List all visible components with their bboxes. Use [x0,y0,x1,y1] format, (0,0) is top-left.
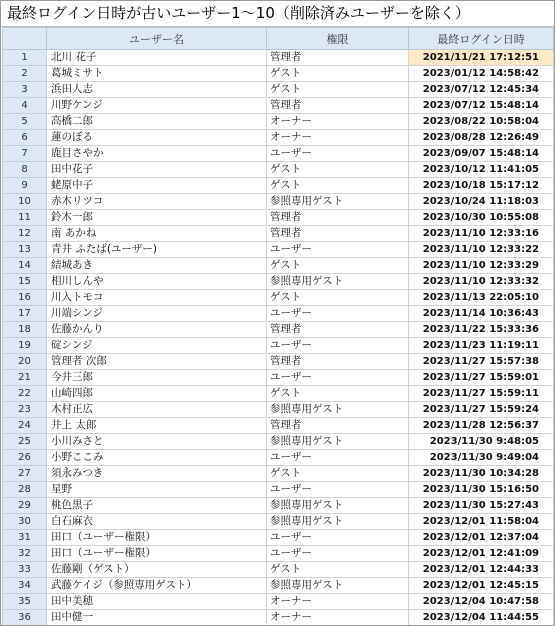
last-login-cell: 2023/11/22 15:33:36 [409,322,554,338]
table-row[interactable] [3,370,554,386]
row-number: 10 [3,194,47,210]
row-number: 23 [3,402,47,418]
role-cell: オーナー [267,114,409,130]
username-cell: 青井 ふたば(ユーザー) [47,242,267,258]
last-login-cell: 2023/10/12 11:41:05 [409,162,554,178]
row-number: 31 [3,530,47,546]
row-number: 25 [3,434,47,450]
last-login-cell: 2023/11/10 12:33:22 [409,242,554,258]
role-cell: ユーザー [267,370,409,386]
table-row[interactable] [3,498,554,514]
row-number: 15 [3,274,47,290]
row-number: 21 [3,370,47,386]
username-cell: 田口（ユーザー権限） [47,546,267,562]
username-cell: 桃色黒子 [47,498,267,514]
last-login-cell: 2023/11/28 12:56:37 [409,418,554,434]
last-login-cell: 2023/07/12 12:45:34 [409,82,554,98]
row-number: 8 [3,162,47,178]
row-number: 9 [3,178,47,194]
table-row[interactable] [3,322,554,338]
last-login-cell: 2023/11/14 10:36:43 [409,306,554,322]
username-cell: 今井三郎 [47,370,267,386]
username-cell: 川端シンジ [47,306,267,322]
report-title: 最終ログイン日時が古いユーザー1〜10（削除済みユーザーを除く） [1,1,554,27]
table-row[interactable] [3,290,554,306]
username-cell: 鈴木一郎 [47,210,267,226]
last-login-cell: 2023/12/04 11:44:55 [409,610,554,626]
role-cell: ユーザー [267,338,409,354]
username-cell: 井上 太郎 [47,418,267,434]
table-row[interactable] [3,306,554,322]
table-row[interactable] [3,386,554,402]
username-cell: 小川みさと [47,434,267,450]
role-cell: 管理者 [267,322,409,338]
row-number: 3 [3,82,47,98]
row-number: 6 [3,130,47,146]
username-cell: 相川しんや [47,274,267,290]
last-login-cell: 2021/11/21 17:12:51 [409,50,554,66]
role-cell: 参照専用ゲスト [267,498,409,514]
table-row[interactable] [3,338,554,354]
username-cell: 田口（ユーザー権限） [47,530,267,546]
table-row[interactable] [3,50,554,66]
row-number: 4 [3,98,47,114]
role-cell: 参照専用ゲスト [267,514,409,530]
table-row[interactable] [3,274,554,290]
username-cell: 田中健一 [47,610,267,626]
role-cell: ゲスト [267,82,409,98]
username-cell: 南 あかね [47,226,267,242]
username-cell: 須永みつき [47,466,267,482]
row-number: 27 [3,466,47,482]
row-number: 7 [3,146,47,162]
table-row[interactable] [3,434,554,450]
row-number: 19 [3,338,47,354]
last-login-cell: 2023/11/30 9:48:05 [409,434,554,450]
column-header-role[interactable]: 権限 [267,28,409,50]
username-cell: 武藤ケイジ（参照専用ゲスト） [47,578,267,594]
table-row[interactable] [3,594,554,610]
last-login-cell: 2023/12/01 11:58:04 [409,514,554,530]
username-cell: 星野 [47,482,267,498]
table-row[interactable] [3,530,554,546]
row-number: 34 [3,578,47,594]
table-row[interactable] [3,258,554,274]
table-row[interactable] [3,418,554,434]
role-cell: 管理者 [267,354,409,370]
role-cell: オーナー [267,594,409,610]
last-login-cell: 2023/12/04 10:47:58 [409,594,554,610]
table-row[interactable] [3,450,554,466]
row-number: 18 [3,322,47,338]
table-row[interactable] [3,130,554,146]
role-cell: 参照専用ゲスト [267,274,409,290]
role-cell: ゲスト [267,386,409,402]
role-cell: ユーザー [267,242,409,258]
table-row[interactable] [3,66,554,82]
row-number: 1 [3,50,47,66]
row-number: 5 [3,114,47,130]
username-cell: 北川 花子 [47,50,267,66]
role-cell: ユーザー [267,546,409,562]
last-login-cell: 2023/11/30 15:27:43 [409,498,554,514]
role-cell: オーナー [267,610,409,626]
last-login-cell: 2023/11/30 9:49:04 [409,450,554,466]
last-login-cell: 2023/11/30 15:16:50 [409,482,554,498]
role-cell: 管理者 [267,226,409,242]
last-login-cell: 2023/11/10 12:33:32 [409,274,554,290]
username-cell: 白石麻衣 [47,514,267,530]
row-number: 33 [3,562,47,578]
username-cell: 蓮のぼる [47,130,267,146]
role-cell: 参照専用ゲスト [267,194,409,210]
username-cell: 赤木リツコ [47,194,267,210]
last-login-cell: 2023/11/10 12:33:16 [409,226,554,242]
table-header-row [3,28,554,50]
row-number: 36 [3,610,47,626]
last-login-cell: 2023/10/18 15:17:12 [409,178,554,194]
role-cell: ゲスト [267,66,409,82]
table-row[interactable] [3,402,554,418]
username-cell: 浜田人志 [47,82,267,98]
username-cell: 山崎四郎 [47,386,267,402]
role-cell: 管理者 [267,210,409,226]
row-number: 2 [3,66,47,82]
last-login-cell: 2023/08/22 10:58:04 [409,114,554,130]
table-row[interactable] [3,466,554,482]
row-number: 13 [3,242,47,258]
last-login-cell: 2023/11/27 15:57:38 [409,354,554,370]
column-header-last-login[interactable]: 最終ログイン日時 [409,28,554,50]
username-cell: 小野ここみ [47,450,267,466]
last-login-cell: 2023/10/30 10:55:08 [409,210,554,226]
role-cell: ユーザー [267,530,409,546]
table-row[interactable] [3,114,554,130]
role-cell: ゲスト [267,466,409,482]
last-login-cell: 2023/11/27 15:59:11 [409,386,554,402]
role-cell: ユーザー [267,306,409,322]
last-login-cell: 2023/12/01 12:45:15 [409,578,554,594]
username-cell: 佐藤かんり [47,322,267,338]
row-number: 12 [3,226,47,242]
last-login-cell: 2023/11/30 10:34:28 [409,466,554,482]
role-cell: ゲスト [267,562,409,578]
username-cell: 田中美穂 [47,594,267,610]
role-cell: 参照専用ゲスト [267,434,409,450]
table-row[interactable] [3,610,554,626]
table-row[interactable] [3,514,554,530]
table-row[interactable] [3,578,554,594]
username-cell: 管理者 次郎 [47,354,267,370]
role-cell: 参照専用ゲスト [267,402,409,418]
table-row[interactable] [3,354,554,370]
username-cell: 川野ケンジ [47,98,267,114]
username-cell: 川入トモコ [47,290,267,306]
table-row[interactable] [3,194,554,210]
row-number: 32 [3,546,47,562]
row-number: 26 [3,450,47,466]
table-row[interactable] [3,178,554,194]
table-row[interactable] [3,562,554,578]
username-cell: 鹿目さやか [47,146,267,162]
row-number: 24 [3,418,47,434]
row-number: 11 [3,210,47,226]
last-login-cell: 2023/10/24 11:18:03 [409,194,554,210]
last-login-cell: 2023/08/28 12:26:49 [409,130,554,146]
username-cell: 碇シンジ [47,338,267,354]
table-row[interactable] [3,210,554,226]
row-number: 28 [3,482,47,498]
role-cell: オーナー [267,130,409,146]
username-cell: 葛城ミサト [47,66,267,82]
table-row[interactable] [3,146,554,162]
table-row[interactable] [3,82,554,98]
last-login-cell: 2023/09/07 15:48:14 [409,146,554,162]
last-login-cell: 2023/11/27 15:59:24 [409,402,554,418]
last-login-cell: 2023/01/12 14:58:42 [409,66,554,82]
role-cell: ユーザー [267,146,409,162]
row-number: 14 [3,258,47,274]
last-login-cell: 2023/12/01 12:37:04 [409,530,554,546]
last-login-cell: 2023/11/10 12:33:29 [409,258,554,274]
role-cell: 管理者 [267,98,409,114]
username-cell: 佐藤剛（ゲスト） [47,562,267,578]
table-row[interactable] [3,242,554,258]
username-cell: 田中花子 [47,162,267,178]
row-number: 22 [3,386,47,402]
row-number: 16 [3,290,47,306]
users-table [2,27,554,626]
row-number: 29 [3,498,47,514]
role-cell: ゲスト [267,162,409,178]
last-login-cell: 2023/12/01 12:44:33 [409,562,554,578]
role-cell: ゲスト [267,178,409,194]
row-number: 20 [3,354,47,370]
table-row[interactable] [3,98,554,114]
last-login-cell: 2023/11/27 15:59:01 [409,370,554,386]
column-header-index[interactable] [3,28,47,50]
table-row[interactable] [3,482,554,498]
username-cell: 結城あき [47,258,267,274]
role-cell: ユーザー [267,482,409,498]
table-body [3,50,554,626]
table-row[interactable] [3,546,554,562]
username-cell: 木村正広 [47,402,267,418]
table-row[interactable] [3,226,554,242]
role-cell: 参照専用ゲスト [267,578,409,594]
role-cell: 管理者 [267,50,409,66]
username-cell: 高橋二郎 [47,114,267,130]
row-number: 35 [3,594,47,610]
role-cell: 管理者 [267,418,409,434]
table-row[interactable] [3,162,554,178]
column-header-username[interactable]: ユーザー名 [47,28,267,50]
row-number: 30 [3,514,47,530]
role-cell: ユーザー [267,450,409,466]
row-number: 17 [3,306,47,322]
role-cell: ゲスト [267,258,409,274]
last-login-cell: 2023/11/13 22:05:10 [409,290,554,306]
last-login-cell: 2023/12/01 12:41:09 [409,546,554,562]
last-login-cell: 2023/07/12 15:48:14 [409,98,554,114]
username-cell: 蛯原中子 [47,178,267,194]
role-cell: ゲスト [267,290,409,306]
last-login-cell: 2023/11/23 11:19:11 [409,338,554,354]
